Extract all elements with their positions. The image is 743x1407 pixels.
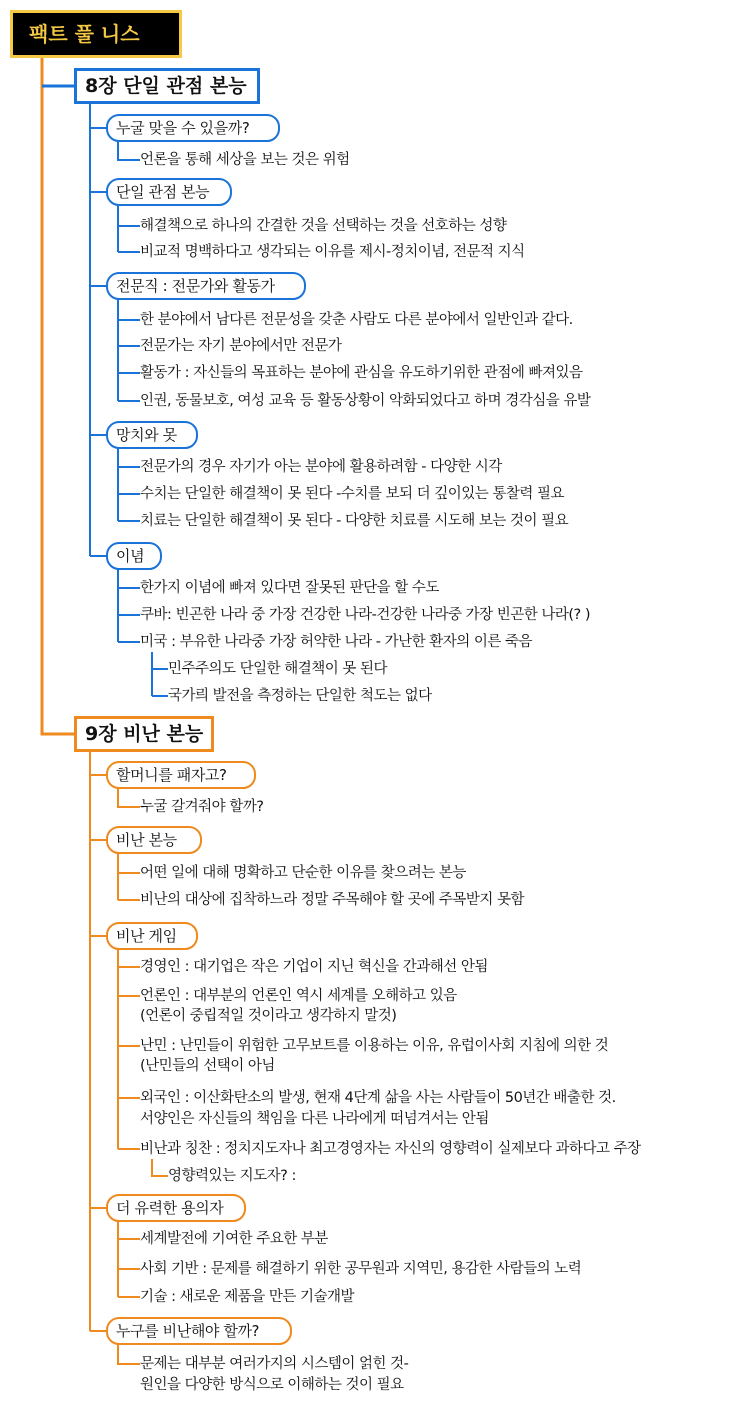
- ch8-section-5: 이념: [106, 542, 162, 570]
- ch9-s5-item-line2: 원인을 다양한 방식으로 이해하는 것이 필요: [140, 1377, 404, 1393]
- ch8-s3-item: 한 분야에서 남다른 전문성을 갖춘 사람도 다른 분야에서 일반인과 같다.: [140, 312, 573, 328]
- ch9-s1-item: 누굴 갈겨줘야 할까?: [140, 799, 264, 815]
- ch9-section-4: 더 유력한 용의자: [106, 1194, 246, 1222]
- ch8-section-2: 단일 관점 본능: [106, 178, 232, 206]
- ch9-s3-item: 외국인 : 이산화탄소의 발생, 현재 4단계 삶을 사는 사람들이 50년간 배출한 것.: [140, 1090, 616, 1106]
- ch9-section-2: 비난 본능: [106, 826, 202, 854]
- ch9-section-1: 할머니를 패자고?: [106, 761, 256, 789]
- ch8-title: 8장 단일 관점 본능: [74, 68, 260, 104]
- ch9-s3-item-line2: 서양인은 자신들의 책임을 다른 나라에게 떠넘겨서는 안됨: [140, 1111, 489, 1127]
- ch8-section-3: 전문직 : 전문가와 활동가: [106, 272, 306, 300]
- mindmap-title: 팩트 풀 니스: [10, 10, 182, 58]
- ch8-s4-item: 수치는 단일한 해결책이 못 된다 -수치를 보되 더 깊이있는 통찰력 필요: [140, 486, 565, 502]
- ch9-s3-subitem: 영향력있는 지도자? :: [168, 1168, 296, 1184]
- ch8-s3-item: 전문가는 자기 분야에서만 전문가: [140, 338, 342, 354]
- ch8-section-1: 누굴 맞을 수 있을까?: [106, 114, 280, 142]
- ch8-s4-item: 전문가의 경우 자기가 아는 분야에 활용하려함 - 다양한 시각: [140, 459, 502, 475]
- main-trunk-line: [42, 58, 74, 734]
- ch8-s2-item: 해결책으로 하나의 간결한 것을 선택하는 것을 선호하는 성향: [140, 218, 507, 234]
- ch8-s1-item: 언론을 통해 세상을 보는 것은 위험: [140, 152, 350, 168]
- ch9-s4-item: 기술 : 새로운 제품을 만든 기술개발: [140, 1289, 355, 1305]
- ch8-s5-item: 한가지 이념에 빠져 있다면 잘못된 판단을 할 수도: [140, 580, 439, 596]
- ch9-s3-item: 언론인 : 대부분의 언론인 역시 세계를 오해하고 있음: [140, 988, 457, 1004]
- ch9-s3-item-line2: (언론이 중립적일 것이라고 생각하지 말것): [140, 1008, 397, 1024]
- ch9-s3-item: 경영인 : 대기업은 작은 기업이 지닌 혁신을 간과해선 안됨: [140, 959, 488, 975]
- ch8-s5-subitem: 민주주의도 단일한 해결책이 못 된다: [168, 661, 388, 677]
- ch9-s3-item-line2: (난민들의 선택이 아님: [140, 1058, 275, 1074]
- ch8-s5-item: 쿠바: 빈곤한 나라 중 가장 건강한 나라-건강한 나라중 가장 빈곤한 나라(? ): [140, 607, 591, 623]
- ch9-section-3: 비난 게임: [106, 922, 198, 950]
- ch9-s4-item: 사회 기반 : 문제를 해결하기 위한 공무원과 지역민, 용감한 사람들의 노력: [140, 1261, 582, 1277]
- ch8-s4-item: 치료는 단일한 해결책이 못 된다 - 다양한 치료를 시도해 보는 것이 필요: [140, 513, 569, 529]
- ch8-section-4: 망치와 못: [106, 421, 198, 449]
- ch9-s2-item: 비난의 대상에 집착하느라 정말 주목해야 할 곳에 주목받지 못함: [140, 892, 525, 908]
- ch8-s5-subitem: 국가릐 발전을 측정하는 단일한 척도는 없다: [168, 688, 432, 704]
- ch9-title: 9장 비난 본능: [74, 716, 214, 752]
- ch8-s2-item: 비교적 명백하다고 생각되는 이유를 제시-정치이념, 전문적 지식: [140, 244, 525, 260]
- ch9-s3-item: 비난과 칭찬 : 정치지도자나 최고경영자는 자신의 영향력이 실제보다 과하다고 주장: [140, 1141, 641, 1157]
- ch8-s3-item: 활동가 : 자신들의 목표하는 분야에 관심을 유도하기위한 관점에 빠져있음: [140, 365, 583, 381]
- ch8-s5-item: 미국 : 부유한 나라중 가장 허약한 나라 - 가난한 환자의 이른 죽음: [140, 634, 532, 650]
- ch9-s5-item: 문제는 대부분 여러가지의 시스템이 얽힌 것-: [140, 1356, 409, 1372]
- ch9-section-5: 누구를 비난해야 할까?: [106, 1317, 292, 1345]
- ch9-s2-item: 어떤 일에 대해 명확하고 단순한 이유를 찾으려는 본능: [140, 865, 466, 881]
- ch9-s4-item: 세계발전에 기여한 주요한 부분: [140, 1231, 328, 1247]
- ch8-s3-item: 인권, 동물보호, 여성 교육 등 활동상황이 악화되었다고 하며 경각심을 유발: [140, 393, 591, 409]
- ch9-s3-item: 난민 : 난민들이 위험한 고무보트를 이용하는 이유, 유럽이사회 지침에 의한 것: [140, 1038, 609, 1054]
